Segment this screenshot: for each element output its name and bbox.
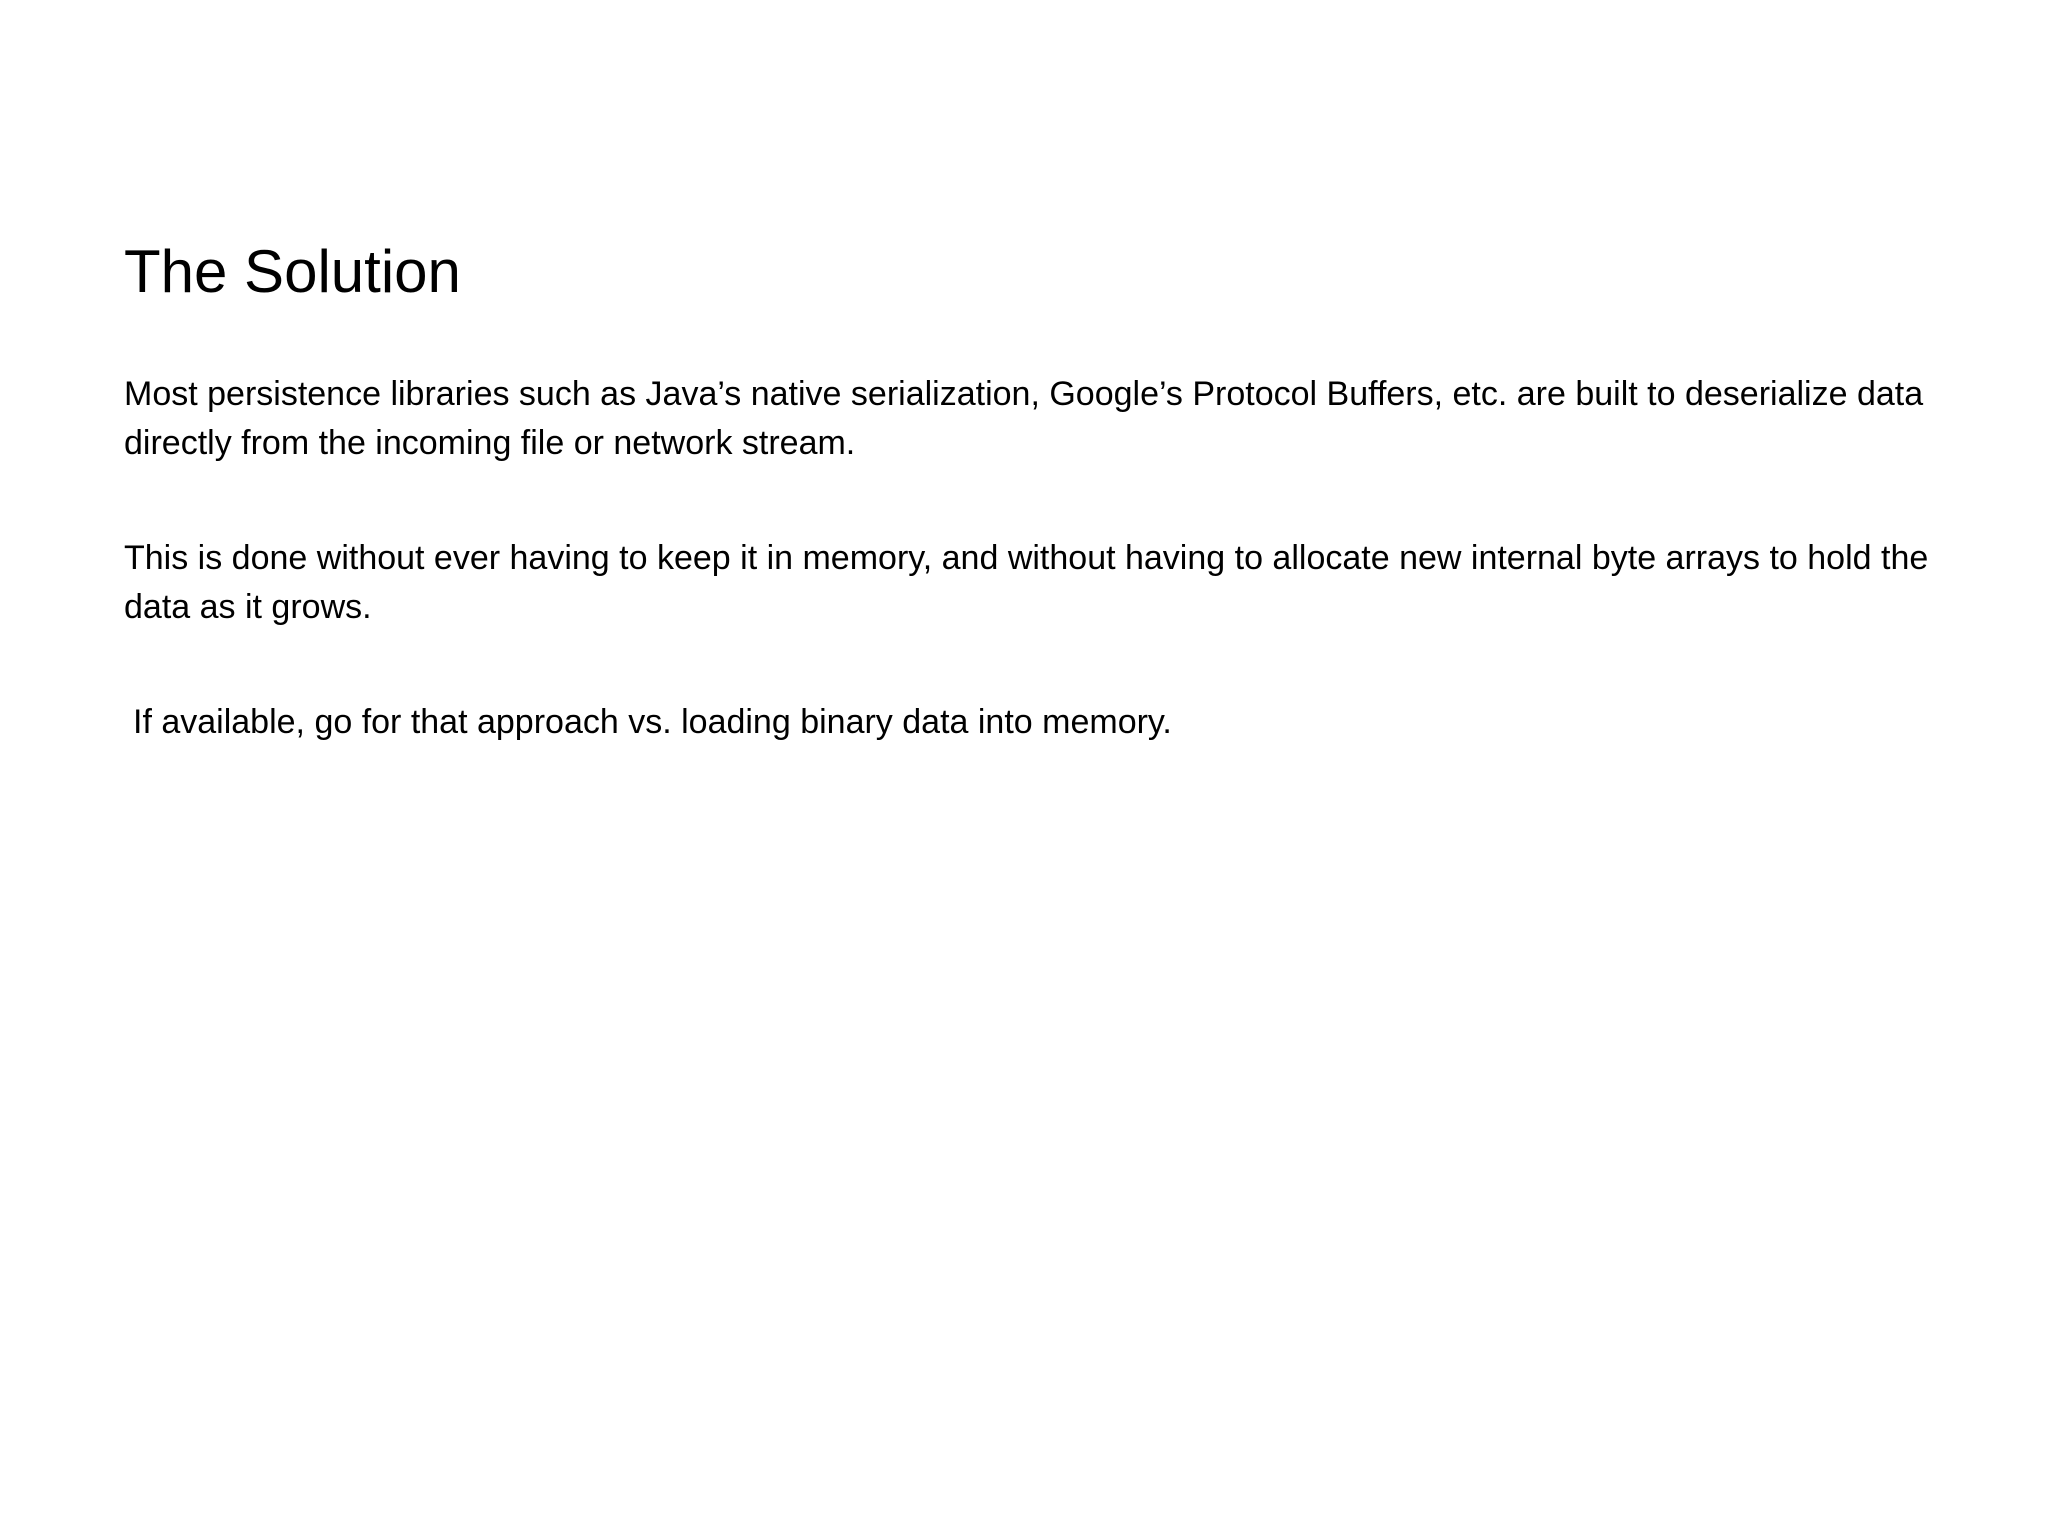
- body-paragraph-2: This is done without ever having to keep it in memory, and without having to allocate new internal byte arrays to hold the data as it grows.: [124, 539, 1929, 626]
- slide-body: [124, 370, 1944, 813]
- body-paragraph-3: If available, go for that approach vs. loading binary data into memory.: [133, 703, 1172, 741]
- slide-title: The Solution: [124, 238, 461, 305]
- body-paragraph-1: Most persistence libraries such as Java’s native serialization, Google’s Protocol Buffers, etc. are built to deserialize data directly from the incoming file or network stream.: [124, 375, 1924, 462]
